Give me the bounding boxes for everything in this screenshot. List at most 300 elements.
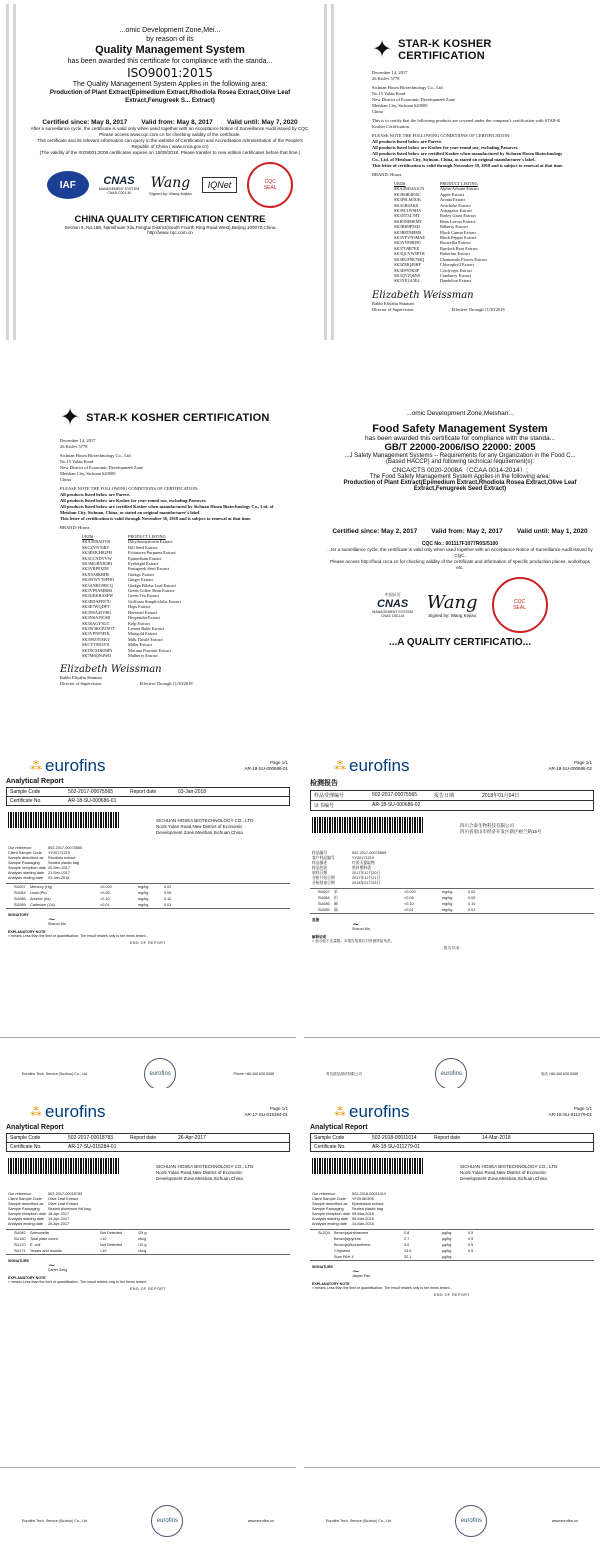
meta-label: Our reference xyxy=(8,846,32,850)
cnas-cn-label: 中国认可 xyxy=(384,592,401,597)
product-name: Green Coffee Bean Extract xyxy=(128,588,175,594)
logo-text: eurofins xyxy=(45,756,106,775)
signatory-label: 签署 xyxy=(312,918,320,922)
col-ukd: UKD# xyxy=(82,534,94,539)
table-cell: /25 g xyxy=(138,1231,147,1235)
product-code: SK3BH9P5SD xyxy=(394,224,420,230)
table-cell: <0.020 xyxy=(404,890,416,894)
signatory-name: Sharon Ma xyxy=(48,922,66,927)
product-name: Kelp Extract xyxy=(128,620,150,626)
client-name: SICHUAN HOSEA BIOTECHNOLOGY CO., LTD xyxy=(156,1164,254,1169)
product-code: SKH3NIMEMT xyxy=(394,218,423,224)
table-cell: Mercury (Hg) xyxy=(30,885,53,889)
table-cell: µg/kg xyxy=(442,1249,452,1253)
product-name: Black Cumin Extract xyxy=(440,229,477,235)
note-title: EXPLANATORY NOTE xyxy=(8,929,46,934)
table-cell: µg/kg xyxy=(442,1243,452,1247)
client-address xyxy=(156,1164,253,1182)
certificate-title: Food Safety Management System xyxy=(372,423,548,435)
signature-image: Elizabeth Weissman xyxy=(60,664,162,676)
product-code: SK3QCVW5PTK xyxy=(394,251,426,257)
cnas-mark xyxy=(372,592,412,618)
signature-image: ~ xyxy=(48,914,56,925)
applies-line: The Food Safety Management System Applies in the following area: xyxy=(369,474,551,480)
table-cell: 0.05 xyxy=(468,896,476,900)
barcode xyxy=(312,817,424,833)
product-code: SK3ANRG9BCQ xyxy=(82,582,113,588)
eurofins-dots-icon: ⁂ xyxy=(30,759,42,773)
sample-meta xyxy=(304,1192,600,1227)
letter-date: December 14, 2017 xyxy=(372,70,408,75)
table-cell xyxy=(164,1248,184,1254)
conditions-heading: PLEASE NOTE THE FOLLOWING CONDITIONS OF CERTIFICATION: xyxy=(60,486,199,491)
barcode xyxy=(8,812,120,828)
meta-value: 2017年12月20日 xyxy=(352,871,381,875)
sample-code: 502-2018-00011014 xyxy=(372,1135,417,1141)
address-line: No.15 Yulan Road xyxy=(372,91,406,96)
product-name: Hops Extract xyxy=(128,604,151,610)
address-line: Sichuan Hosea Biotechnology Co., Ltd. xyxy=(60,453,132,458)
signature-image: Elizabeth Weissman xyxy=(372,289,474,301)
product-code: SK3VRP9XD8 xyxy=(82,566,109,572)
note-title: EXPLANATORY NOTE xyxy=(8,1275,46,1280)
meta-label: 收样日期 xyxy=(312,871,328,875)
table-cell: <0.05 xyxy=(100,891,110,895)
product-name: Butterbur Extract xyxy=(440,251,470,257)
product-code: SK3MGBXH3BI xyxy=(82,561,113,567)
iqnet-logo: IQNet xyxy=(202,177,238,193)
org-url: http://www.cqc.com.cn xyxy=(147,230,193,235)
table-cell: 0.10 xyxy=(164,897,172,901)
signature-image: ~ xyxy=(352,1266,360,1277)
table-cell: <0.01 xyxy=(100,903,110,907)
condition-3: All products listed below are certified Kosher when manufactured by Sichuan Hosea Biotechnology Co., Ltd. of Meishan City, Sichuan, China, as stated on original manufacturer's label. xyxy=(372,151,563,162)
product-code: SK3ZMQ49HF xyxy=(394,262,421,268)
certificate-number: AR-18-SU-011279-01 xyxy=(372,1144,420,1150)
certificate-label: Certificate No. xyxy=(314,1144,346,1150)
product-name: Marigold Extract xyxy=(128,631,158,637)
table-cell: µg/kg xyxy=(442,1231,452,1235)
table-row xyxy=(318,907,586,913)
logo-row xyxy=(320,579,600,631)
meta-label: Analysis ending date xyxy=(312,1222,348,1226)
fine-print-2: Please access www.cqc.com.cn for checking validity of the certificate. xyxy=(99,132,241,137)
table-cell: <0.01 xyxy=(404,908,414,912)
meta-label: Our reference xyxy=(312,1192,336,1196)
table-cell: cfu/g xyxy=(138,1249,147,1253)
client-address xyxy=(460,1164,557,1182)
eurofins-report xyxy=(0,752,296,1038)
table-cell: Benzo(a)pyrene xyxy=(334,1237,362,1241)
meta-label: 样品编号 xyxy=(312,851,328,855)
eurofins-logo xyxy=(334,1102,409,1122)
results-table xyxy=(6,883,290,909)
table-cell: /10 g xyxy=(138,1243,147,1247)
sample-meta xyxy=(304,851,600,886)
address-line: No.15 Yulan Road xyxy=(60,459,94,464)
meta-label: Client Sample Code xyxy=(8,1197,42,1201)
table-cell: mg/kg xyxy=(138,903,149,907)
red-seal-stamp: CQC SEAL xyxy=(247,162,293,208)
meta-label: Sample reception date xyxy=(312,1212,350,1216)
reason-line: by reason of its xyxy=(146,36,194,43)
eurofins-stamp: eurofins xyxy=(144,1058,176,1088)
product-code: SK37G9R7EE xyxy=(394,245,420,251)
meta-value: 密封塑料袋 xyxy=(352,866,371,870)
address-line: New District of Economic Development Zone xyxy=(372,97,456,102)
logo-text: eurofins xyxy=(349,756,410,775)
eurofins-report xyxy=(0,1098,296,1468)
table-cell: 0.01 xyxy=(468,908,476,912)
table-cell: SU089 xyxy=(14,903,26,907)
condition-4: This letter of certification is valid through November 30, 2018 and is subject to renewal at that time. xyxy=(60,516,252,521)
lab-name: 青岛谱尼测试有限公司 xyxy=(326,1071,362,1076)
ms-label: MANAGEMENT SYSTEM xyxy=(372,610,413,614)
meta-value: YF20180305 xyxy=(352,1197,374,1201)
table-cell: 3.0 xyxy=(404,1243,410,1247)
ar-number: AR-18-SU-000686-01 xyxy=(244,766,288,771)
scope-text: Production of Plant Extract(Epimedium Extract,Rhodiola Rosea Extract,Olive Leaf Extract,Fenugreek Seed Extract) xyxy=(343,480,577,492)
table-cell: 0.01 xyxy=(164,903,172,907)
tech-requirement: CNCA/CTS 0020-2008A（CCAA 0014-2014）; xyxy=(392,467,528,474)
meta-label: 客户样品编号 xyxy=(312,856,335,860)
meta-label: Analysis ending date xyxy=(8,1222,44,1226)
condition-1: All products listed below are Pareve. xyxy=(372,139,443,144)
page-footer xyxy=(304,1058,600,1088)
results-table xyxy=(310,1229,594,1261)
product-name: Artichoke Extract xyxy=(440,202,471,208)
meta-value: 20-Dec-2017 xyxy=(48,866,70,870)
product-code: SKN5A8KRH0 xyxy=(82,571,110,577)
table-cell xyxy=(318,1254,334,1260)
signature-image: ~ xyxy=(352,919,360,930)
table-cell: Cadmium (Cd) xyxy=(30,903,55,907)
report-id-box xyxy=(310,790,594,811)
signature-block xyxy=(427,592,478,618)
eurofins-dots-icon: ⁂ xyxy=(334,1105,346,1119)
table-cell: SU171 xyxy=(14,1249,26,1253)
product-code: SK3YNN8D90 xyxy=(394,240,421,246)
product-name: Green Tea Extract xyxy=(128,593,160,599)
meta-value: Sealed plastic bag xyxy=(352,1207,384,1211)
fine-print-1: After a surveillance cycle, the certificate is valid only when used together with an Acceptance Notice of Surveillance Audit issued by CQC. xyxy=(30,126,310,131)
product-name: Horsetail Extract xyxy=(128,609,158,615)
table-cell: <0.10 xyxy=(404,902,414,906)
product-name: Boswellia Extract xyxy=(440,240,471,246)
product-code: SK3YE2A5E4 xyxy=(394,278,420,284)
product-name: Dihydromyricetin Extract xyxy=(128,539,173,545)
certificate-number: AR-18-SU-000686-01 xyxy=(68,798,117,804)
red-seal-stamp: CQC SEAL xyxy=(492,577,548,633)
conditions-heading: PLEASE NOTE THE FOLLOWING CONDITIONS OF CERTIFICATION: xyxy=(372,133,511,138)
eurofins-report xyxy=(304,1098,600,1468)
lab-name: Eurofins Tech. Service (Suzhou) Co., Ltd xyxy=(326,1518,391,1523)
certificate-number: AR-17-SU-015284-01 xyxy=(68,1144,117,1150)
meta-value: YY20171219 xyxy=(352,856,374,860)
meta-value: Olive Leaf Extract xyxy=(48,1197,78,1201)
org-name: CHINA QUALITY CERTIFICATION CENTRE xyxy=(74,214,266,225)
signature-image: Wang xyxy=(150,174,191,191)
product-code: SK3QVJQ6N9 xyxy=(394,272,421,278)
address-line: New District of Economic Development Zone xyxy=(60,465,144,470)
client-name: SICHUAN HOSEA BIOTECHNOLOGY CO., LTD xyxy=(156,818,254,823)
report-id-box xyxy=(6,787,290,806)
eurofins-stamp: eurofins xyxy=(151,1505,183,1537)
applies-line: The Quality Management System Applies in the following area: xyxy=(72,81,268,88)
effective-through: Effective Through 11/30/2018 xyxy=(451,306,505,312)
food-safety-certificate xyxy=(320,408,600,733)
sample-meta xyxy=(0,1192,296,1227)
product-code: SK3NSA39OS8 xyxy=(82,615,111,621)
report-header xyxy=(0,1098,296,1122)
client-address-line: No15 Yulan Road,New District of Economic xyxy=(156,824,243,829)
table-cell: SU089 xyxy=(318,908,330,912)
certificate-title: Quality Management System xyxy=(95,44,245,56)
table-cell: Salmonella xyxy=(30,1231,49,1235)
condition-3: All products listed below are certified Kosher when manufactured by Sichuan Hosea Biotechnology Co., Ltd. of Meishan City, Sichuan, China, as stated on original manufacturer's label. xyxy=(60,504,274,515)
meta-label: Sample reception date xyxy=(8,866,46,870)
product-table xyxy=(48,531,290,658)
product-table xyxy=(360,178,578,284)
haccp-line: (Based HACCP) and following technical requirement(s): xyxy=(385,459,535,465)
condition-4: This letter of certification is valid through November 30, 2018 and is subject to renewal at that time. xyxy=(372,163,564,168)
end-of-report: END OF REPORT xyxy=(130,1286,166,1291)
sample-code: 502-2017-00075565 xyxy=(372,792,418,798)
table-cell: E. coli xyxy=(30,1243,41,1247)
table-cell: 0.5 xyxy=(468,1231,474,1235)
table-cell: SL2Q4 xyxy=(318,1231,330,1235)
meta-label: Sample described as xyxy=(312,1202,348,1206)
meta-value: Epimedium extract xyxy=(352,1202,384,1206)
meta-label: Our reference xyxy=(8,1192,32,1196)
product-code: SK3EUF9K7MQ xyxy=(394,256,425,262)
meta-value: 2017年12月21日 xyxy=(352,876,381,880)
table-cell: Sum PAH 4 xyxy=(334,1255,354,1259)
page-number: Page 1/1 xyxy=(573,1106,592,1111)
table-cell xyxy=(468,1254,488,1260)
requirements-line: ...J Safety Management Systems -- Requirements for any Organization in the Food C... xyxy=(344,453,576,459)
table-cell: 0.02 xyxy=(468,890,476,894)
certificate-label: 证书编号 xyxy=(314,803,335,809)
table-cell: <10 xyxy=(100,1249,107,1253)
valid-from: Valid from: May 8, 2017 xyxy=(141,119,213,126)
report-header xyxy=(0,752,296,776)
barcode xyxy=(8,1158,120,1174)
ms-code: CNAS C001-M xyxy=(381,614,405,618)
table-cell: SU084 xyxy=(14,891,26,895)
cqc-number: CQC No.: 001117F1077R0S/5100 xyxy=(421,541,499,547)
logo-text: eurofins xyxy=(349,1102,410,1121)
signatory-label: SIGNATURE xyxy=(312,1265,333,1269)
table-cell: 0.5 xyxy=(468,1249,474,1253)
table-cell: <0.10 xyxy=(100,897,110,901)
table-cell: 0.02 xyxy=(164,885,172,889)
client-address-line: No15 Yulan Road,New District of Economic xyxy=(460,1170,547,1175)
star-k-icon: ✦ xyxy=(372,36,393,63)
results-table xyxy=(6,1229,290,1255)
lab-name: Eurofins Tech. Service (Suzhou) Co., Ltd xyxy=(22,1518,87,1523)
kosher-header-title: STAR-K KOSHER CERTIFICATION xyxy=(398,38,492,62)
client-address-line: Development Zone,Meishan,Sichuan,China xyxy=(460,1176,547,1181)
standard-name: ISO9001:2015 xyxy=(127,66,213,80)
condition-2: All products listed below are Kosher for year-round use, excluding Passover. xyxy=(60,498,207,503)
scope-text: Production of Plant Extract(Epimedium Extract,Rhodiola Rosea Extract,Olive Leaf Extract,Fenugreek S... Extract) xyxy=(49,89,291,104)
table-cell: 镉 xyxy=(334,908,338,912)
product-code: SK3GR0AK8 xyxy=(394,202,419,208)
table-cell: Benzo(b)fluoranthene xyxy=(334,1243,371,1247)
address-line: China xyxy=(60,477,71,482)
meta-value: Olive Leaf Extract xyxy=(48,1202,78,1206)
product-code: SKA4N8ADVR xyxy=(82,539,111,545)
product-name: Bean Leaves Extract xyxy=(440,218,476,224)
meta-label: Sample Packaging xyxy=(312,1207,344,1211)
table-cell: mg/kg xyxy=(442,908,453,912)
product-code: SK39C1W9HA xyxy=(394,208,422,214)
condition-1: All products listed below are Pareve. xyxy=(60,492,131,497)
iso9001-certificate xyxy=(0,0,340,345)
meta-label: Client Sample Code xyxy=(8,851,42,855)
lab-web: www.eurofins.cn xyxy=(247,1518,274,1523)
table-cell: µg/kg xyxy=(442,1255,452,1259)
meta-label: Sample described as xyxy=(8,856,44,860)
lab-web: www.eurofins.cn xyxy=(551,1518,578,1523)
report-title: Analytical Report xyxy=(310,1124,368,1131)
page-number: Page 1/1 xyxy=(269,1106,288,1111)
eurofins-dots-icon: ⁂ xyxy=(334,759,346,773)
product-name: Dill Seed Extract xyxy=(128,544,158,550)
table-cell: Benzo(a)anthracene xyxy=(334,1231,369,1235)
report-title: Analytical Report xyxy=(6,1124,64,1131)
meta-label: Sample reception date xyxy=(8,1212,46,1216)
table-cell: Chrysene xyxy=(334,1249,351,1253)
page-footer xyxy=(0,1058,296,1088)
barcode xyxy=(312,1158,424,1174)
meta-label: Analysis ending date xyxy=(8,876,44,880)
product-name: Fenugreek Seed Extract xyxy=(128,566,170,572)
client-address-line: Development Zone,Meishan,Sichuan,China xyxy=(156,830,243,835)
product-code: SK3VFVN3MAE xyxy=(394,235,426,241)
brand-line: BRAND: Hosea xyxy=(372,172,402,177)
org-address: Section 9, No.188, Nansihuan Xilu,Fengtai District(South Fourth Ring Road West),Beijing 100070,China xyxy=(64,225,276,230)
note-text: < 表示低于定量限。本报告结果仅对所测样品负责。 xyxy=(312,939,395,944)
product-name: Ginkgo Biloba Leaf Extract xyxy=(128,582,176,588)
eurofins-stamp: eurofins xyxy=(435,1058,467,1088)
signatory-label: SIGNATORY xyxy=(8,913,29,917)
table-cell: 0.5 xyxy=(468,1237,474,1241)
meta-value: 06-Mar-2018 xyxy=(352,1217,374,1221)
report-date: 03-Jan-2018 xyxy=(178,789,207,795)
award-line: has been awarded this certificate for compliance with the standa... xyxy=(67,58,273,65)
meta-value: 502-2017-00075565 xyxy=(352,851,387,855)
client-name: SICHUAN HOSEA BIOTECHNOLOGY CO., LTD xyxy=(460,1164,558,1169)
meta-value: 2018年01月03日 xyxy=(352,881,381,885)
meta-value: 21-Dec-2017 xyxy=(48,871,70,875)
col-product: PRODUCT LISTING xyxy=(440,181,478,186)
product-name: Millet Extract xyxy=(128,642,152,648)
product-name: Milk Thistle Extract xyxy=(128,636,163,642)
table-cell: 13.6 xyxy=(404,1249,412,1253)
table-cell: mg/kg xyxy=(442,896,453,900)
report-header xyxy=(304,1098,600,1122)
product-code: SKT9CM3K9RN xyxy=(82,647,113,653)
hebrew-date: 26 Kislev 5778 xyxy=(372,76,400,81)
report-date: 26-Apr-2017 xyxy=(178,1135,206,1141)
product-name: Black Pepper Extract xyxy=(440,235,477,241)
product-code: SKA4ND4A1CN xyxy=(394,186,425,192)
meta-label: 分析结束日期 xyxy=(312,881,335,885)
certificate-label: Certificate No. xyxy=(10,1144,42,1150)
table-cell: SU082 xyxy=(14,1231,26,1235)
table-cell: 砷 xyxy=(334,902,338,906)
table-cell xyxy=(488,1254,586,1260)
meta-label: Analysis starting date xyxy=(312,1217,349,1221)
report-date: 14-Mar-2018 xyxy=(482,1135,511,1141)
meta-value: 18-Apr-2017 xyxy=(48,1212,70,1216)
valid-from: Valid from: May 2, 2017 xyxy=(431,528,503,535)
meta-label: 样品包装 xyxy=(312,866,328,870)
table-cell: Arsenic (As) xyxy=(30,897,51,901)
cnas-logo: CNAS xyxy=(377,598,409,610)
product-code: SK3SAGY3GT xyxy=(82,620,110,626)
signer-title: Director of Supervision xyxy=(60,681,102,687)
table-cell: 铅 xyxy=(334,896,338,900)
table-cell: SU007 xyxy=(14,885,26,889)
table-cell: 32.1 xyxy=(404,1255,412,1259)
table-cell: mg/kg xyxy=(442,902,453,906)
sample-code-label: Sample Code xyxy=(314,1135,345,1141)
address-line: China xyxy=(372,109,383,114)
report-date-label: Report date xyxy=(434,1135,461,1141)
product-code: SK3EDAFFE7U xyxy=(82,598,112,604)
product-name: Apple Extract xyxy=(440,191,464,197)
product-name: Eyebright Extract xyxy=(128,561,159,567)
star-k-icon: ✦ xyxy=(60,404,81,431)
certificate-number: AR-18-SU-000686-02 xyxy=(372,802,421,808)
eurofins-report xyxy=(304,752,600,1038)
effective-through: Effective Through 11/30/2018 xyxy=(139,681,193,687)
signer-name: Rabbi Eliyahu Shuman xyxy=(60,675,102,681)
signatory-name: Sharon Ma xyxy=(352,927,370,932)
product-name: Lemon Balm Extract xyxy=(128,625,165,631)
lab-phone: Phone +86 400 828 5088 xyxy=(233,1071,274,1076)
product-name: Cranberry Extract xyxy=(440,272,471,278)
table-cell: 2.7 xyxy=(404,1237,410,1241)
fine-print-1: ...ter a surveillance cycle, the certificate is valid only when used together with an Acceptance Notice of Surveillance Audit issued by CQC. xyxy=(327,547,593,558)
table-cell: <10 xyxy=(100,1237,107,1241)
signer-title: Director of Supervision xyxy=(372,306,414,312)
client-address-line: No15 Yulan Road,New District of Economic xyxy=(156,1170,243,1175)
note-title: EXPLANATORY NOTE xyxy=(312,1281,350,1286)
product-code: SK399Z9TEKV xyxy=(82,636,111,642)
intro-text: This is to certify that the following products are covered under the company's certification with STAR-K Kosher Certification. xyxy=(372,118,561,129)
product-code: SK7M6QN4WD xyxy=(82,652,112,658)
table-cell: SU086 xyxy=(318,902,330,906)
product-name: Ginger Extract xyxy=(128,577,154,583)
signer-name: Rabbi Eliyahu Shuman xyxy=(372,300,414,306)
meta-value: 502-2018-00011014 xyxy=(352,1192,386,1196)
condition-2: All products listed below are Kosher for year-round use, excluding Passover. xyxy=(372,145,519,150)
note-text: < means Less than the limit of quantification. The result relates only to the items tested. xyxy=(8,1280,147,1285)
sample-code: 502-2017-00075565 xyxy=(68,789,114,795)
page-footer xyxy=(304,1505,600,1545)
meta-value: YY20171219 xyxy=(48,851,70,855)
meta-value: 05-Mar-2018 xyxy=(352,1212,374,1216)
meta-value: 502-2017-00018783 xyxy=(48,1192,83,1196)
certified-since: Certified since: May 8, 2017 xyxy=(42,119,128,126)
address-line: Meishan City, Sichuan 620000 xyxy=(372,103,428,108)
table-cell: <0.05 xyxy=(404,896,414,900)
fine-print-3: This certificate and its relevant information can query in the website of Certification and Accreditation Administration of the People's Republic of China ( www.cnca.gov.cn) xyxy=(37,138,303,149)
